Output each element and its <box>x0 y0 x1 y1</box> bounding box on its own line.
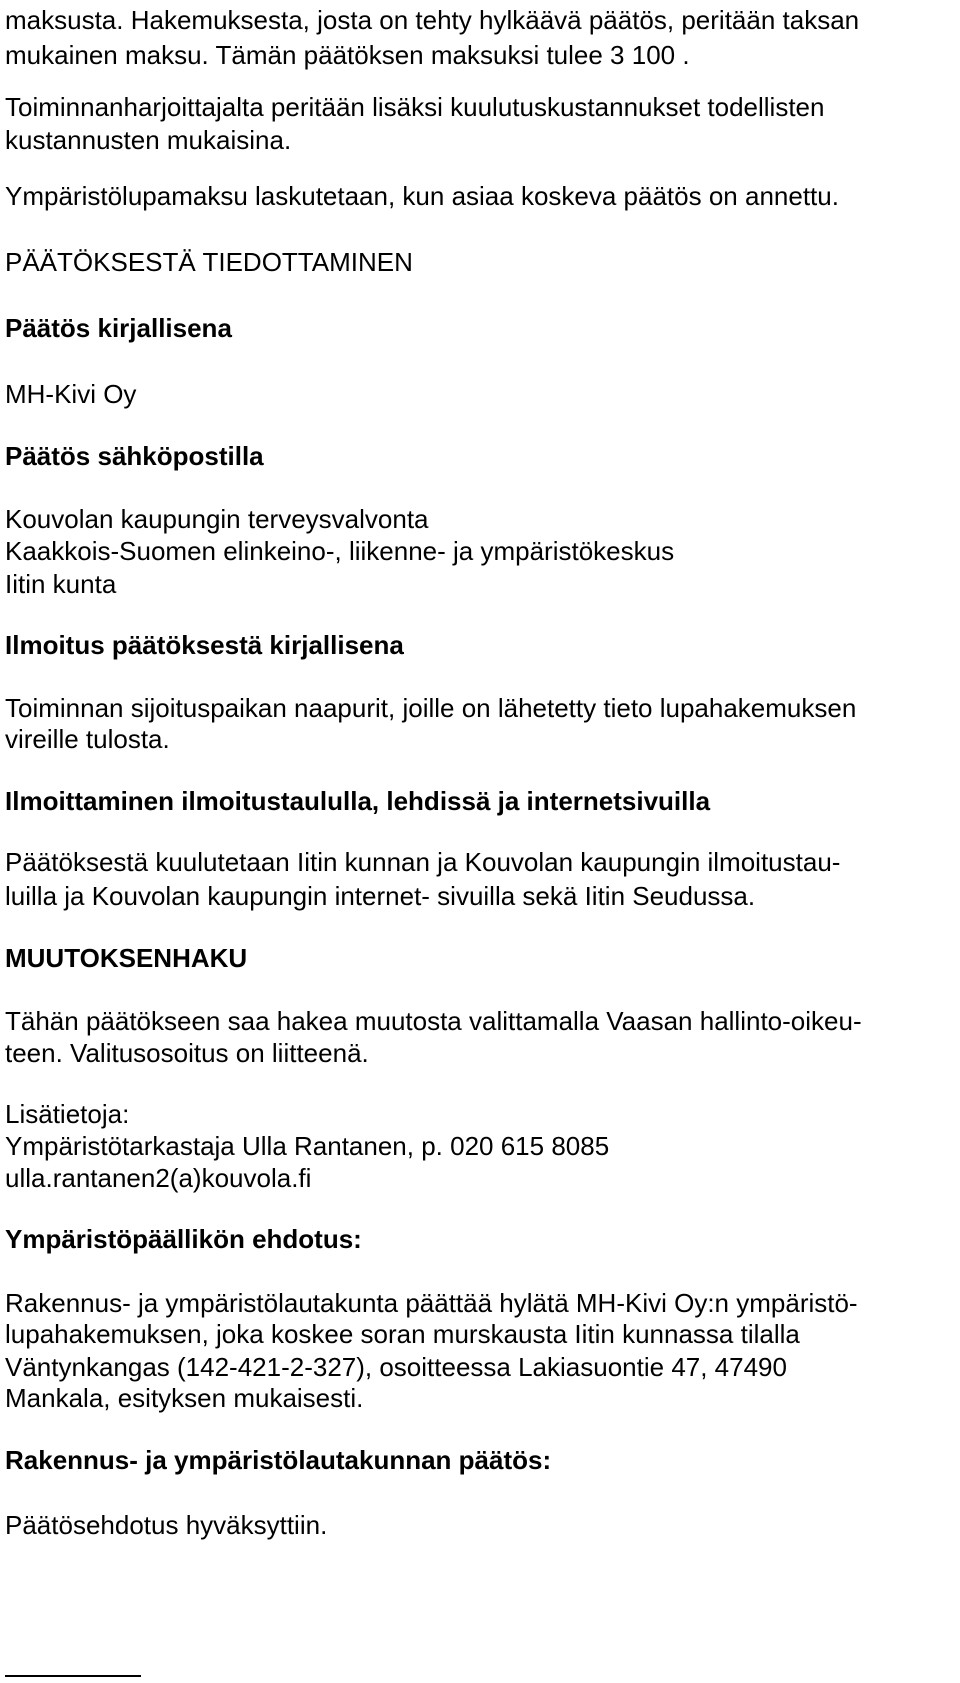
email-recipient: Kaakkois-Suomen elinkeino-, liikenne- ja ympäristökeskus <box>5 536 675 566</box>
signature-line <box>5 1675 141 1677</box>
written-recipient: MH-Kivi Oy <box>5 379 137 409</box>
subheading-decision: Rakennus- ja ympäristölautakunnan päätös: <box>5 1445 552 1475</box>
subheading-notice: Ilmoitus päätöksestä kirjallisena <box>5 630 404 660</box>
fee-text-line: kustannusten mukaisina. <box>5 125 292 155</box>
proposal-text-line: Väntynkangas (142-421-2-327), osoitteessa Lakiasuontie 47, 47490 <box>5 1352 787 1382</box>
subheading-proposal: Ympäristöpäällikön ehdotus: <box>5 1224 362 1254</box>
info-email: ulla.rantanen2(a)kouvola.fi <box>5 1163 312 1193</box>
subheading-public: Ilmoittaminen ilmoitustaululla, lehdissä ja internetsivuilla <box>5 786 711 816</box>
public-text-line: luilla ja Kouvolan kaupungin internet- sivuilla sekä Iitin Seudussa. <box>5 881 756 911</box>
proposal-text-line: Mankala, esityksen mukaisesti. <box>5 1383 364 1413</box>
subheading-email: Päätös sähköpostilla <box>5 441 264 471</box>
email-recipient: Iitin kunta <box>5 569 117 599</box>
fee-text-line: Ympäristölupamaksu laskutetaan, kun asiaa koskeva päätös on annettu. <box>5 181 839 211</box>
fee-text-line: maksusta. Hakemuksesta, josta on tehty hylkäävä päätös, peritään taksan <box>5 5 860 35</box>
appeal-text-line: teen. Valitusosoitus on liitteenä. <box>5 1038 369 1068</box>
section-heading-appeal: MUUTOKSENHAKU <box>5 943 248 973</box>
appeal-text-line: Tähän päätökseen saa hakea muutosta valittamalla Vaasan hallinto-oikeu- <box>5 1006 862 1036</box>
subheading-written: Päätös kirjallisena <box>5 313 232 343</box>
proposal-text-line: Rakennus- ja ympäristölautakunta päättää hylätä MH-Kivi Oy:n ympäristö- <box>5 1288 858 1318</box>
proposal-text-line: lupahakemuksen, joka koskee soran murskausta Iitin kunnassa tilalla <box>5 1319 800 1349</box>
info-contact: Ympäristötarkastaja Ulla Rantanen, p. 020 615 8085 <box>5 1131 610 1161</box>
decision-text: Päätösehdotus hyväksyttiin. <box>5 1510 328 1540</box>
email-recipient: Kouvolan kaupungin terveysvalvonta <box>5 504 429 534</box>
public-text-line: Päätöksestä kuulutetaan Iitin kunnan ja Kouvolan kaupungin ilmoitustau- <box>5 847 841 877</box>
notice-text-line: vireille tulosta. <box>5 724 170 754</box>
fee-text-line: mukainen maksu. Tämän päätöksen maksuksi tulee 3 100 . <box>5 40 690 70</box>
section-heading-notification: PÄÄTÖKSESTÄ TIEDOTTAMINEN <box>5 247 413 277</box>
notice-text-line: Toiminnan sijoituspaikan naapurit, joille on lähetetty tieto lupahakemuksen <box>5 693 857 723</box>
fee-text-line: Toiminnanharjoittajalta peritään lisäksi kuulutuskustannukset todellisten <box>5 92 825 122</box>
info-label: Lisätietoja: <box>5 1099 130 1129</box>
